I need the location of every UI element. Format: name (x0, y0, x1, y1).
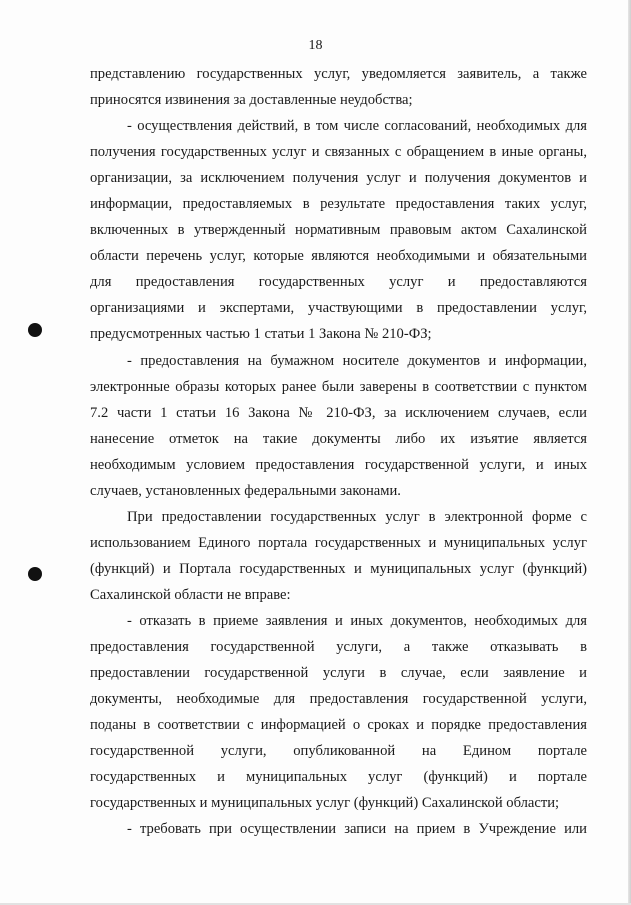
paragraph-first-line: - требовать при осуществлении записи на прием в Учреждение или (127, 821, 587, 837)
text-line: для предоставления государственных услуг и предоставляются (90, 274, 587, 290)
text-line: случаев, установленных федеральными законами. (90, 483, 401, 499)
text-line: представлению государственных услуг, уведомляется заявитель, а также (90, 66, 587, 82)
paragraph-first-line: - осуществления действий, в том числе согласований, необходимых для (127, 118, 587, 134)
paragraph-first-line: - предоставления на бумажном носителе документов и информации, (127, 353, 587, 369)
text-line: нанесение отметок на такие документы либо их изъятие является (90, 431, 587, 447)
paragraph-first-line: При предоставлении государственных услуг в электронной форме с (127, 509, 587, 525)
text-line: получения государственных услуг и связанных с обращением в иные органы, (90, 144, 587, 160)
text-line: государственных и муниципальных услуг (функций) и портале (90, 769, 587, 785)
text-line: предусмотренных частью 1 статьи 1 Закона № 210-ФЗ; (90, 326, 432, 342)
text-line: поданы в соответствии с информацией о сроках и порядке предоставления (90, 717, 587, 733)
text-line: организациями и экспертами, участвующими в предоставлении услуг, (90, 300, 587, 316)
text-line: электронные образы которых ранее были заверены в соответствии с пунктом (90, 379, 587, 395)
paragraph-first-line: - отказать в приеме заявления и иных документов, необходимых для (127, 613, 587, 629)
text-line: использованием Единого портала государственных и муниципальных услуг (90, 535, 587, 551)
text-line: 7.2 части 1 статьи 16 Закона № 210-ФЗ, за исключением случаев, если (90, 405, 587, 421)
page-number: 18 (308, 38, 323, 53)
punch-hole-upper (28, 323, 42, 337)
text-line: государственных и муниципальных услуг (функций) Сахалинской области; (90, 795, 560, 811)
text-line: необходимым условием предоставления государственной услуги, и иных (90, 457, 587, 473)
text-line: информации, предоставляемых в результате предоставления таких услуг, (90, 196, 587, 212)
text-line: документы, необходимые для предоставления государственной услуги, (90, 691, 587, 707)
text-line: области перечень услуг, которые являются необходимыми и обязательными (90, 248, 587, 264)
text-line: государственной услуги, опубликованной на Едином портале (90, 743, 587, 759)
text-line: предоставления государственной услуги, а также отказывать в (90, 639, 587, 655)
text-line: приносятся извинения за доставленные неудобства; (90, 92, 413, 108)
text-line: организации, за исключением получения услуг и получения документов и (90, 170, 587, 186)
text-line: Сахалинской области не вправе: (90, 587, 291, 603)
punch-hole-lower (28, 567, 42, 581)
text-line: включенных в утвержденный нормативным правовым актом Сахалинской (90, 222, 587, 238)
text-line: предоставлении государственной услуги в случае, если заявление и (90, 665, 587, 681)
text-line: (функций) и Портала государственных и муниципальных услуг (функций) (90, 561, 587, 577)
